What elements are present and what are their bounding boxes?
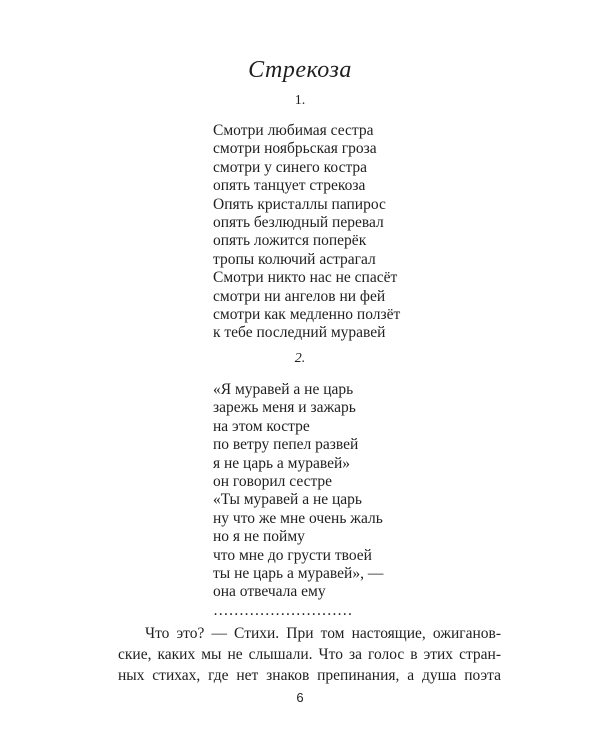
poem-line: смотри ноябрьская гроза	[213, 140, 377, 158]
poem-line: смотри ни ангелов ни фей	[213, 287, 386, 305]
prose-line: ские, каких мы не слышали. Что за голос в этих стран-	[118, 646, 501, 663]
poem-line: на этом костре	[213, 417, 310, 435]
poem-line: к тебе последний муравей	[213, 324, 386, 342]
poem-line: по ветру пепел развей	[213, 436, 359, 454]
poem-line: ну что же мне очень жаль	[213, 509, 383, 527]
prose-paragraph	[118, 623, 501, 686]
prose-line: Что это? — Стихи. При том настоящие, ожиганов-	[145, 625, 501, 642]
page-number: 6	[296, 690, 304, 705]
poem-line: «Ты муравей а не царь	[213, 491, 362, 509]
poem-line: она отвечала ему	[213, 583, 326, 601]
poem-line: опять танцует стрекоза	[213, 177, 366, 195]
poem-line: смотри у синего костра	[213, 158, 368, 176]
poem-part-2	[213, 381, 383, 620]
poem-line: смотри как медленно ползёт	[213, 306, 401, 324]
prose-line: ных стихах, где нет знаков препинания, а душа поэта	[118, 667, 501, 684]
poem-title: Стрекоза	[248, 57, 352, 83]
poem-line: ты не царь а муравей», —	[213, 565, 384, 583]
poem-line: но я не пойму	[213, 528, 305, 546]
poem-line: «Я муравей а не царь	[213, 381, 354, 398]
poem-line: что мне до грусти твоей	[213, 546, 372, 564]
poem-line: опять ложится поперёк	[213, 232, 367, 250]
poem-line: Опять кристаллы папирос	[213, 195, 386, 213]
part-number-1: 1.	[294, 93, 306, 108]
poem-line: Смотри любимая сестра	[213, 122, 374, 139]
part-number-2: 2.	[294, 351, 306, 366]
poem-line: зарежь меня и зажарь	[213, 399, 356, 417]
poem-line: опять безлюдный перевал	[213, 214, 384, 232]
poem-line: тропы колючий астрагал	[213, 250, 376, 268]
poem-line: я не царь а муравей»	[213, 454, 351, 472]
poem-line: он говорил сестре	[213, 473, 333, 491]
poem-line: ………………………	[213, 601, 353, 619]
poem-part-1	[213, 122, 400, 343]
poem-line: Смотри никто нас не спасёт	[213, 269, 398, 287]
